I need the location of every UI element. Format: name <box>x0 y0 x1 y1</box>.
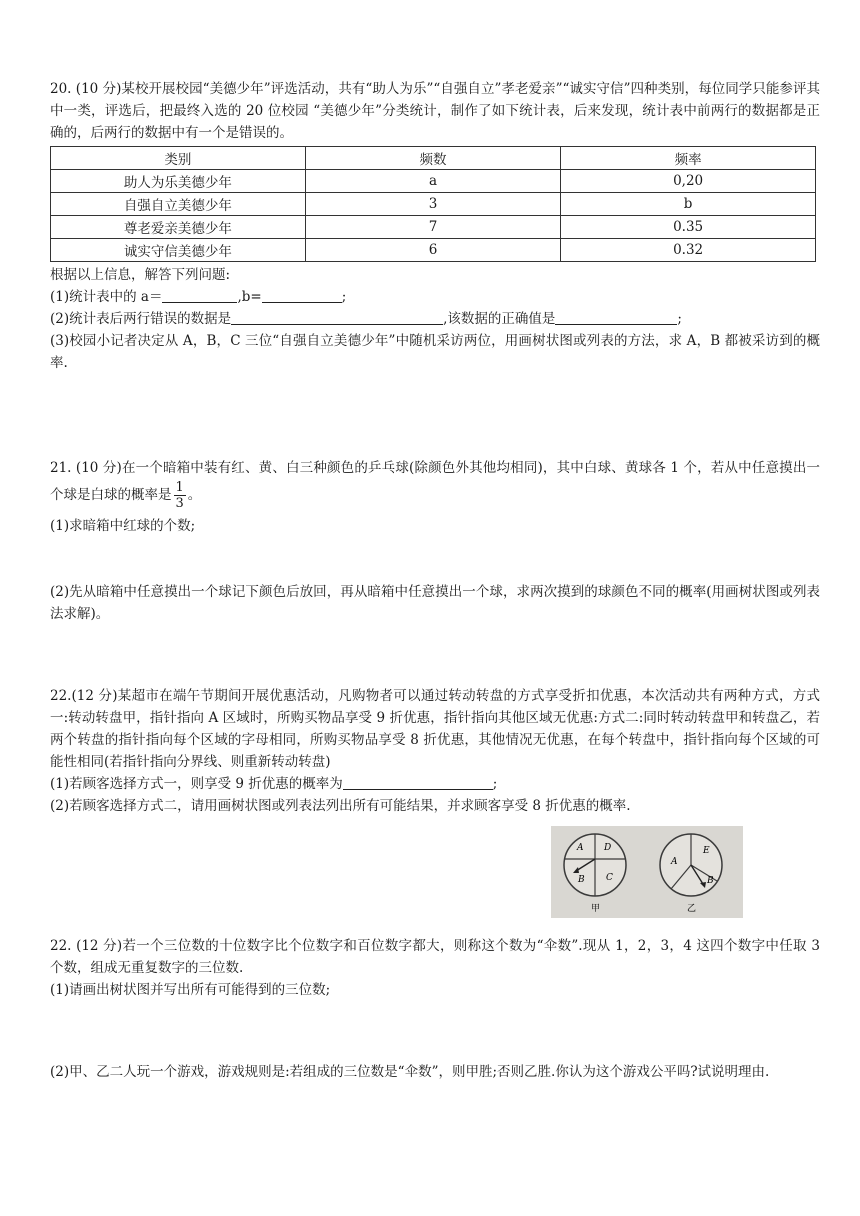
wheel-caption: 甲 <box>591 904 601 914</box>
wheel-label: E <box>703 846 710 856</box>
table-header: 类别 <box>51 147 306 170</box>
wheel-label: A <box>577 843 584 853</box>
table-row <box>51 193 816 216</box>
table-cell: 7 <box>305 216 561 239</box>
q22a-text: 22.(12 分)某超市在端午节期间开展优惠活动，凡购物者可以通过转动转盘的方式享受折扣优惠，本次活动共有两种方式，方式一:转动转盘甲，指针指向 A 区域时，所购买物品享受 9 折优惠，指针指向其他区域无优惠:方式二:同时转动转盘甲和转盘乙，若两个转盘的指针指向每个区域的字母相同，所购买物品享受 8 折优惠，其他情况无优惠，在每个转盘中，指针指向每个区域的可能性相同(若指针指向分界线、则重新转动转盘) <box>50 688 820 770</box>
q22a-part1 <box>50 773 820 795</box>
q21-part2: (2)先从暗箱中任意摸出一个球记下颜色后放回，再从暗箱中任意摸出一个球，求两次摸到的球颜色不同的概率(用画树状图或列表法求解)。 <box>50 584 820 622</box>
q20-part1-end: ; <box>341 289 347 305</box>
q21-text <box>50 456 820 511</box>
table-cell: 6 <box>305 239 561 262</box>
answer-blank-b[interactable] <box>262 288 342 303</box>
q20-text: 20. (10 分)某校开展校园“美德少年”评选活动，共有“助人为乐”“自强自立”孝老爱亲”“诚实守信”四种类别，每位同学只能参评其中一类，评选后，把最终入选的 20 位校园 “美德少年”分类统计，制作了如下统计表，后来发现，统计表中前两行的数据都是正确的，后两行的数据中有一个是错误的。 <box>50 81 820 141</box>
spinner-figure <box>551 826 743 918</box>
spinner-diagram <box>551 826 743 918</box>
q20-part3: (3)校园小记者决定从 A，B，C 三位“自强自立美德少年”中随机采访两位，用画树状图或列表的方法，求 A，B 都被采访到的概率. <box>50 333 820 371</box>
table-row <box>51 216 816 239</box>
answer-space <box>50 1001 820 1061</box>
worksheet <box>50 78 820 817</box>
table-cell: 自强自立美德少年 <box>51 193 306 216</box>
q20-part2-b: ,该数据的正确值是 <box>443 311 556 327</box>
q20-part1-a: (1)统计表中的 a＝ <box>50 289 163 305</box>
q22a-part1-text: (1)若顾客选择方式一，则享受 9 折优惠的概率为 <box>50 776 343 792</box>
answer-blank-wrong-data[interactable] <box>231 310 443 325</box>
table-header: 频率 <box>561 147 816 170</box>
table-cell: 0.32 <box>561 239 816 262</box>
q21-part1: (1)求暗箱中红球的个数; <box>50 518 196 534</box>
q20-intro: 根据以上信息，解答下列问题: <box>50 267 231 283</box>
wheel-yi <box>660 834 722 914</box>
wheel-jia <box>564 834 626 914</box>
wheel-label: A <box>671 857 678 867</box>
frequency-table <box>50 146 816 262</box>
answer-space <box>50 537 820 581</box>
table-header-row <box>51 147 816 170</box>
q22a-part1-end: ; <box>492 776 498 792</box>
q20-part2-a: (2)统计表后两行错误的数据是 <box>50 311 232 327</box>
fraction-numerator: 1 <box>175 480 184 495</box>
table-cell: 0,20 <box>561 170 816 193</box>
table-cell: 0.35 <box>561 216 816 239</box>
q20-part1-b: ,b= <box>237 289 262 305</box>
q22a-part2: (2)若顾客选择方式二，请用画树状图或列表法列出所有可能结果，并求顾客享受 8 折优惠的概率. <box>50 798 631 814</box>
fraction-denominator: 3 <box>175 496 184 511</box>
table-row <box>51 239 816 262</box>
q21-text-end: 。 <box>187 487 202 503</box>
table-cell: b <box>561 193 816 216</box>
answer-space <box>50 625 820 685</box>
wheel-label: C <box>606 873 613 883</box>
table-row <box>51 170 816 193</box>
answer-blank-a[interactable] <box>162 288 237 303</box>
wheel-label: B <box>578 875 585 885</box>
wheel-label: D <box>604 843 612 853</box>
answer-space <box>50 374 820 456</box>
table-header: 频数 <box>305 147 561 170</box>
answer-blank-correct-value[interactable] <box>555 310 677 325</box>
q20-part2-end: ; <box>677 311 682 327</box>
answer-blank-probability[interactable] <box>343 775 493 790</box>
table-cell: 助人为乐美德少年 <box>51 170 306 193</box>
q22b-part2: (2)甲、乙二人玩一个游戏，游戏规则是:若组成的三位数是“伞数”，则甲胜;否则乙胜.你认为这个游戏公平吗?试说明理由. <box>50 1064 770 1080</box>
q21-text-a: 21. (10 分)在一个暗箱中装有红、黄、白三种颜色的乒乓球(除颜色外其他均相同)，其中白球、黄球各 1 个，若从中任意摸出一个球是白球的概率是 <box>50 460 820 503</box>
q22b-block <box>50 935 820 1083</box>
table-cell: 3 <box>305 193 561 216</box>
wheel-caption: 乙 <box>687 904 697 914</box>
q22b-text: 22. (12 分)若一个三位数的十位数字比个位数字和百位数字都大，则称这个数为“伞数”.现从 1，2，3，4 这四个数字中任取 3 个数，组成无重复数字的三位数. <box>50 938 820 976</box>
wheel-label: B <box>707 876 714 886</box>
q22b-part1: (1)请画出树状图并写出所有可能得到的三位数; <box>50 982 331 998</box>
table-cell: 尊老爱亲美德少年 <box>51 216 306 239</box>
table-cell: 诚实守信美德少年 <box>51 239 306 262</box>
q20-part2 <box>50 308 820 330</box>
table-cell: a <box>305 170 561 193</box>
fraction-one-third <box>174 480 186 511</box>
q20-part1 <box>50 286 820 308</box>
